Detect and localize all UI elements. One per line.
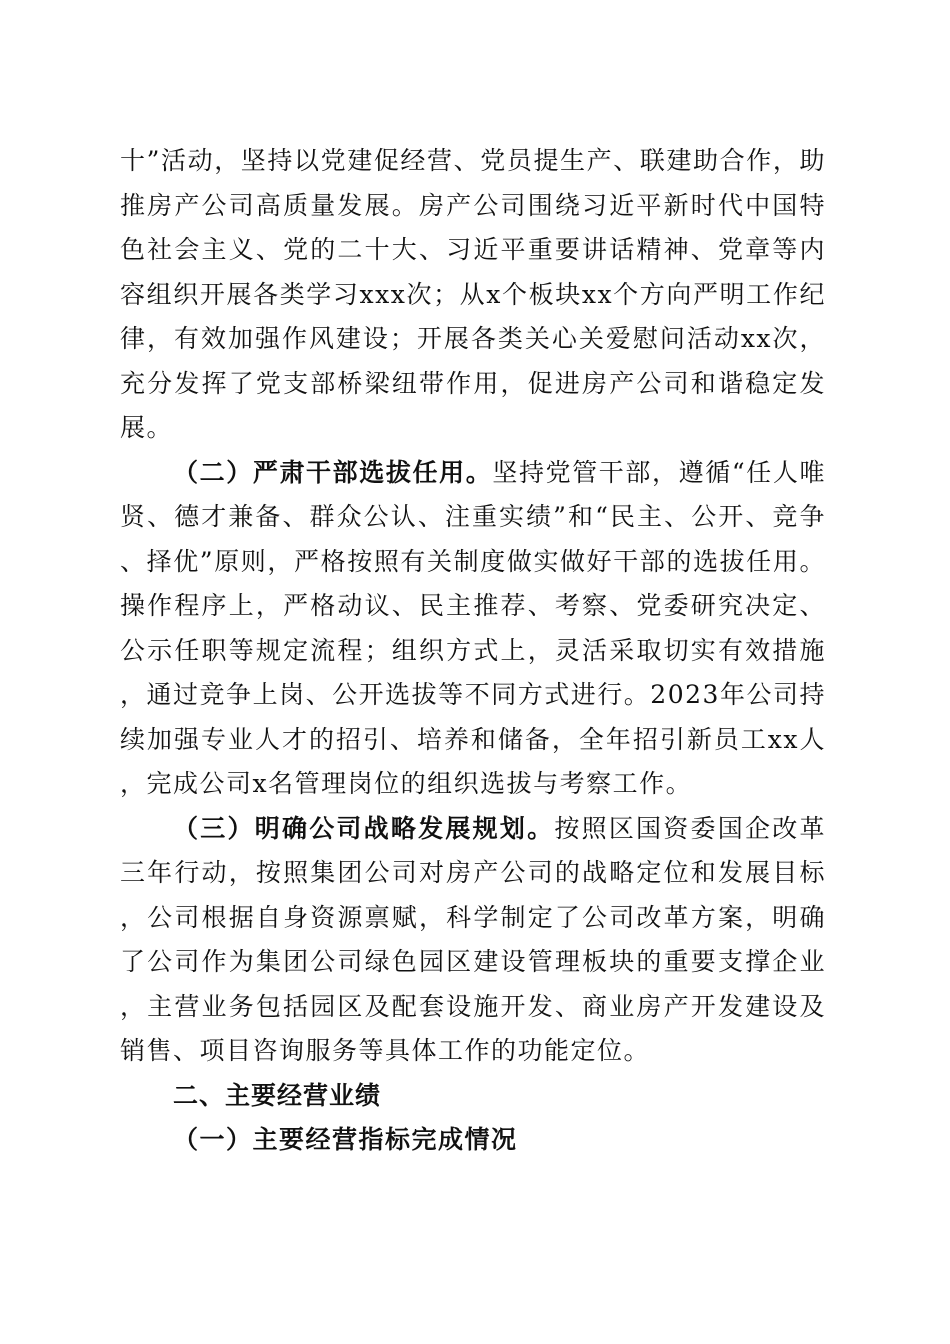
paragraph-cadre-selection xyxy=(120,451,826,807)
paragraph-party-building: 十”活动，坚持以党建促经营、党员提生产、联建助合作，助推房产公司高质量发展。房产公司围绕习近平新时代中国特色社会主义、党的二十大、习近平重要讲话精神、党章等内容组织开展各类学习xxx次；从x个板块xx个方向严明工作纪律，有效加强作风建设；开展各类关心关爱慰问活动xx次，充分发挥了党支部桥梁纽带作用，促进房产公司和谐稳定发展。 xyxy=(120,146,826,442)
paragraph-body-cadre-selection: 坚持党管干部，遵循“任人唯贤、德才兼备、群众公认、注重实绩”和“民主、公开、竞争、择优”原则，严格按照有关制度做实做好干部的选拔任用。操作程序上，严格动议、民主推荐、考察、党委研究决定、公示任职等规定流程；组织方式上，灵活采取切实有效措施，通过竞争上岗、公开选拔等不同方式进行。2023年公司持续加强专业人才的招引、培养和储备，全年招引新员工xx人，完成公司x名管理岗位的组织选拔与考察工作。 xyxy=(120,457,826,798)
paragraph-strategy-planning xyxy=(120,807,826,1074)
paragraph-lead-strategy-planning: （三）明确公司战略发展规划。 xyxy=(173,813,555,843)
paragraph-body-strategy-planning: 按照区国资委国企改革三年行动，按照集团公司对房产公司的战略定位和发展目标，公司根据自身资源禀赋，科学制定了公司改革方案，明确了公司作为集团公司绿色园区建设管理板块的重要支撑企业，主营业务包括园区及配套设施开发、商业房产开发建设及销售、项目咨询服务等具体工作的功能定位。 xyxy=(120,813,826,1065)
document-body xyxy=(120,139,826,1163)
paragraph-lead-cadre-selection: （二）严肃干部选拔任用。 xyxy=(173,457,493,487)
section-heading-main-performance: 二、主要经营业绩 xyxy=(173,1080,382,1110)
sub-heading-main-indicators: （一）主要经营指标完成情况 xyxy=(173,1125,518,1154)
